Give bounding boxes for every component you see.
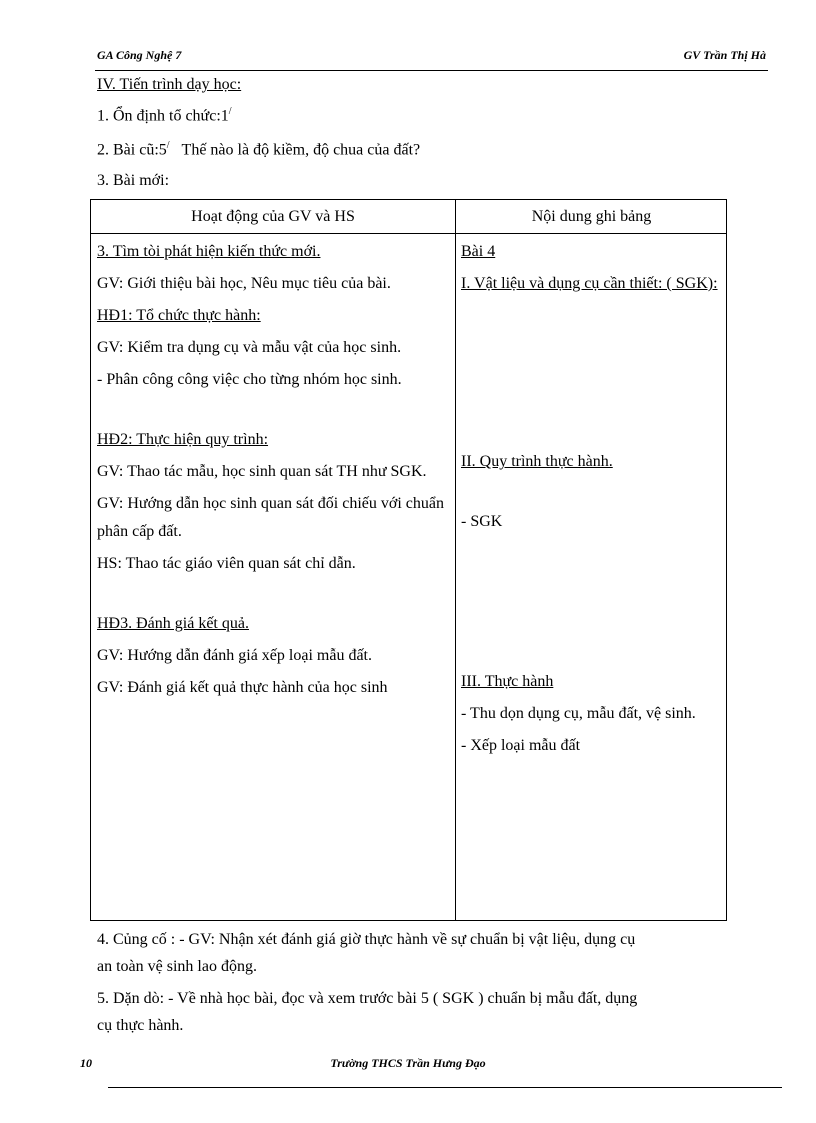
- header-divider: [91, 233, 726, 234]
- spacer: [97, 582, 447, 610]
- section-title: IV. Tiến trình dạy học:: [97, 76, 242, 93]
- board-sgk: - SGK: [461, 513, 503, 530]
- step-2-question: Thế nào là độ kiềm, độ chua của đất?: [181, 141, 421, 159]
- minute-mark: /: [166, 140, 170, 151]
- lesson-table: [90, 199, 727, 921]
- lesson-number: Bài 4: [461, 243, 496, 260]
- activity-text: GV: Đánh giá kết quả thực hành của học sinh: [97, 679, 388, 696]
- activity-text: GV: Hướng dẫn đánh giá xếp loại mẫu đất.: [97, 647, 372, 664]
- activity-text: GV: Kiểm tra dụng cụ và mẫu vật của học sinh.: [97, 339, 402, 356]
- header-teacher: GV Trần Thị Hà: [683, 48, 766, 62]
- step-4-continued: an toàn vệ sinh lao động.: [97, 958, 257, 975]
- board-section-2: II. Quy trình thực hành.: [461, 453, 613, 470]
- activity-text: HS: Thao tác giáo viên quan sát chỉ dẫn.: [97, 555, 356, 572]
- board-section-1: I. Vật liệu và dụng cụ cần thiết: ( SGK):: [461, 275, 718, 292]
- step-3: 3. Bài mới:: [97, 172, 170, 189]
- spacer: [97, 398, 447, 426]
- page-number: 10: [80, 1056, 92, 1070]
- activity-text: GV: Thao tác mẫu, học sinh quan sát TH như SGK.: [97, 463, 427, 480]
- footer-school: Trường THCS Trần Hưng Đạo: [330, 1056, 486, 1070]
- activities-heading: 3. Tìm tòi phát hiện kiến thức mới.: [97, 243, 321, 260]
- footer-rule: [108, 1087, 782, 1088]
- activity-heading-hd2: HĐ2: Thực hiện quy trình:: [97, 431, 269, 448]
- header-rule: [95, 70, 768, 71]
- board-content-cell: [461, 238, 723, 764]
- step-2: [97, 140, 420, 159]
- step-2-label: 2. Bài cũ:5: [97, 141, 167, 159]
- column-header-activities: Hoạt động của GV và HS: [191, 208, 355, 225]
- minute-mark: /: [228, 106, 232, 117]
- activities-cell: [97, 238, 447, 706]
- activity-heading-hd3: HĐ3. Đánh giá kết quả.: [97, 615, 249, 632]
- board-section-3: III. Thực hành: [461, 673, 554, 690]
- header-subject: GA Công Nghệ 7: [97, 48, 182, 62]
- step-1-text: 1. Ổn định tổ chức:1: [97, 107, 229, 125]
- activity-heading-hd1: HĐ1: Tổ chức thực hành:: [97, 307, 261, 324]
- activity-text: GV: Hướng dẫn học sinh quan sát đối chiếu với chuẩn phân cấp đất.: [97, 495, 445, 540]
- column-header-board: Nội dung ghi bảng: [531, 208, 652, 225]
- step-1: [97, 106, 232, 125]
- board-item: - Thu dọn dụng cụ, mẫu đất, vệ sinh.: [461, 705, 696, 722]
- activity-text: - Phân công công việc cho từng nhóm học sinh.: [97, 371, 402, 388]
- column-divider: [455, 200, 456, 920]
- activity-text: GV: Giới thiệu bài học, Nêu mục tiêu của bài.: [97, 275, 391, 292]
- step-5-continued: cụ thực hành.: [97, 1017, 184, 1034]
- step-5: 5. Dặn dò: - Về nhà học bài, đọc và xem trước bài 5 ( SGK ) chuẩn bị mẫu đất, dụng: [97, 990, 638, 1007]
- board-item: - Xếp loại mẫu đất: [461, 737, 581, 754]
- step-4: 4. Củng cố : - GV: Nhận xét đánh giá giờ thực hành về sự chuẩn bị vật liệu, dụng cụ: [97, 931, 636, 948]
